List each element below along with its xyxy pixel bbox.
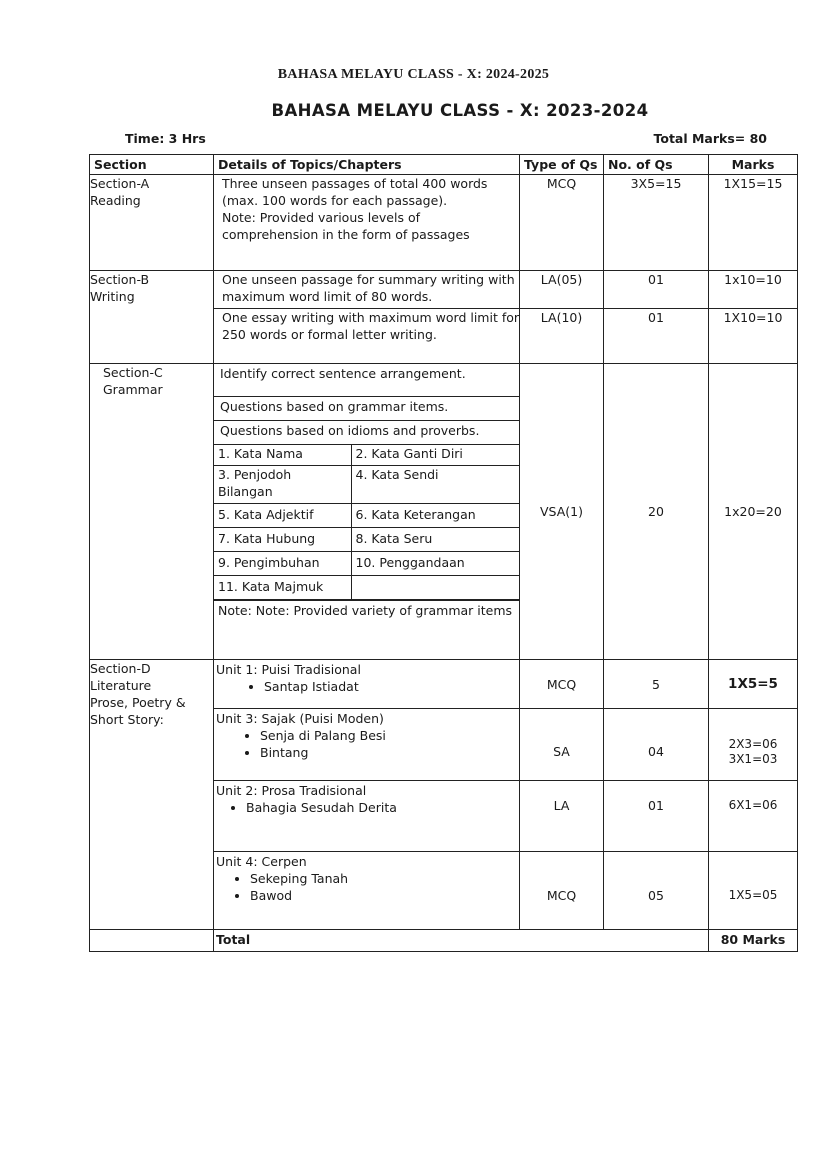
- section-c-num: 20: [604, 364, 709, 660]
- section-d-unit-4-type: MCQ: [520, 852, 604, 930]
- section-d-unit-3-marks: [709, 709, 798, 781]
- section-d-unit-3-num: 04: [604, 709, 709, 781]
- exam-total-marks: Total Marks= 80: [653, 131, 767, 146]
- section-c-type: VSA(1): [520, 364, 604, 660]
- section-b-essay-num: 01: [604, 309, 709, 364]
- section-b-summary-details: One unseen passage for summary writing with maximum word limit of 80 words.: [214, 271, 520, 309]
- grammar-item: [351, 575, 519, 599]
- unit-3-marks-line-1: 2X3=06: [728, 736, 778, 751]
- grammar-item: 3. Penjodoh Bilangan: [214, 465, 351, 503]
- section-c-row-1: Identify correct sentence arrangement.: [214, 364, 519, 397]
- blueprint-table: [89, 154, 798, 952]
- unit-2-item: • Bahagia Sesudah Derita: [246, 799, 517, 816]
- total-blank-cell: [90, 930, 214, 952]
- section-a-num: 3X5=15: [604, 175, 709, 271]
- section-d-unit-1-details: [214, 660, 520, 709]
- col-header-num: No. of Qs: [604, 155, 709, 175]
- grammar-item: 11. Kata Majmuk: [214, 575, 351, 599]
- total-marks: 80 Marks: [709, 930, 798, 952]
- document-main-title: BAHASA MELAYU CLASS - X: 2023-2024: [271, 101, 649, 120]
- unit-1-title: Unit 1: Puisi Tradisional: [216, 662, 361, 677]
- grammar-item: 7. Kata Hubung: [214, 527, 351, 551]
- grammar-item: 9. Pengimbuhan: [214, 551, 351, 575]
- section-c-row-2: Questions based on grammar items.: [214, 397, 519, 421]
- section-b-essay-type: LA(10): [520, 309, 604, 364]
- section-d-unit-4-num: 05: [604, 852, 709, 930]
- section-b-essay-marks: 1X10=10: [709, 309, 798, 364]
- section-d-unit-2-type: LA: [520, 781, 604, 852]
- section-b-label: Section-B Writing: [90, 271, 214, 364]
- total-label: Total: [214, 930, 709, 952]
- section-a-details-text: Three unseen passages of total 400 words (max. 100 words for each passage).: [222, 176, 488, 208]
- grammar-item: 2. Kata Ganti Diri: [351, 445, 519, 465]
- grammar-item: 10. Penggandaan: [351, 551, 519, 575]
- grammar-items-grid: [214, 445, 519, 600]
- unit-1-item: • Santap Istiadat: [264, 678, 517, 695]
- section-b-essay-details: One essay writing with maximum word limit for 250 words or formal letter writing.: [214, 309, 520, 364]
- section-c-marks: 1x20=20: [709, 364, 798, 660]
- section-b-summary-num: 01: [604, 271, 709, 309]
- col-header-type: Type of Qs: [520, 155, 604, 175]
- grammar-item: 4. Kata Sendi: [351, 465, 519, 503]
- col-header-details: Details of Topics/Chapters: [214, 155, 520, 175]
- document-top-title: BAHASA MELAYU CLASS - X: 2024-2025: [277, 67, 550, 82]
- section-c-row-3: Questions based on idioms and proverbs.: [214, 421, 519, 445]
- section-c-label: Section-C Grammar: [90, 364, 214, 660]
- col-header-marks: Marks: [709, 155, 798, 175]
- section-a-marks: 1X15=15: [709, 175, 798, 271]
- section-a-details: [214, 175, 520, 271]
- section-d-unit-2-details: [214, 781, 520, 852]
- unit-3-item: • Bintang: [260, 744, 517, 761]
- table-row-section-a: [90, 175, 798, 271]
- table-header-row: [90, 155, 798, 175]
- col-header-section: Section: [90, 155, 214, 175]
- grammar-item: 6. Kata Keterangan: [351, 503, 519, 527]
- unit-3-item: • Senja di Palang Besi: [260, 727, 517, 744]
- grammar-item: 5. Kata Adjektif: [214, 503, 351, 527]
- section-d-unit-3-type: SA: [520, 709, 604, 781]
- section-a-label: Section-A Reading: [90, 175, 214, 271]
- unit-4-item: • Bawod: [250, 887, 517, 904]
- unit-3-title: Unit 3: Sajak (Puisi Moden): [216, 711, 384, 726]
- section-d-unit-2-marks: 6X1=06: [709, 781, 798, 852]
- section-b-summary-marks: 1x10=10: [709, 271, 798, 309]
- unit-4-title: Unit 4: Cerpen: [216, 854, 307, 869]
- section-c-details: [214, 364, 520, 660]
- grammar-item: 1. Kata Nama: [214, 445, 351, 465]
- section-d-unit-2-num: 01: [604, 781, 709, 852]
- section-d-unit-4-details: [214, 852, 520, 930]
- section-c-note: Note: Note: Provided variety of grammar items: [214, 600, 519, 620]
- section-a-note: Note: Provided various levels of comprehension in the form of passages: [222, 210, 470, 242]
- table-row-total: [90, 930, 798, 952]
- section-a-type: MCQ: [520, 175, 604, 271]
- section-d-unit-1-num: 5: [604, 660, 709, 709]
- exam-time: Time: 3 Hrs: [125, 131, 206, 146]
- grammar-item: 8. Kata Seru: [351, 527, 519, 551]
- section-d-unit-4-marks: 1X5=05: [709, 852, 798, 930]
- section-d-unit-1-marks: 1X5=5: [709, 660, 798, 709]
- table-row-section-c: [90, 364, 798, 660]
- section-d-unit-3-details: [214, 709, 520, 781]
- unit-4-item: • Sekeping Tanah: [250, 870, 517, 887]
- section-d-label: Section-D Literature Prose, Poetry & Short Story:: [90, 660, 214, 930]
- table-row-section-b-1: [90, 271, 798, 309]
- unit-2-title: Unit 2: Prosa Tradisional: [216, 783, 367, 798]
- unit-3-marks-line-2: 3X1=03: [728, 751, 778, 766]
- section-d-unit-1-type: MCQ: [520, 660, 604, 709]
- table-row-section-d-unit-1: [90, 660, 798, 709]
- section-b-summary-type: LA(05): [520, 271, 604, 309]
